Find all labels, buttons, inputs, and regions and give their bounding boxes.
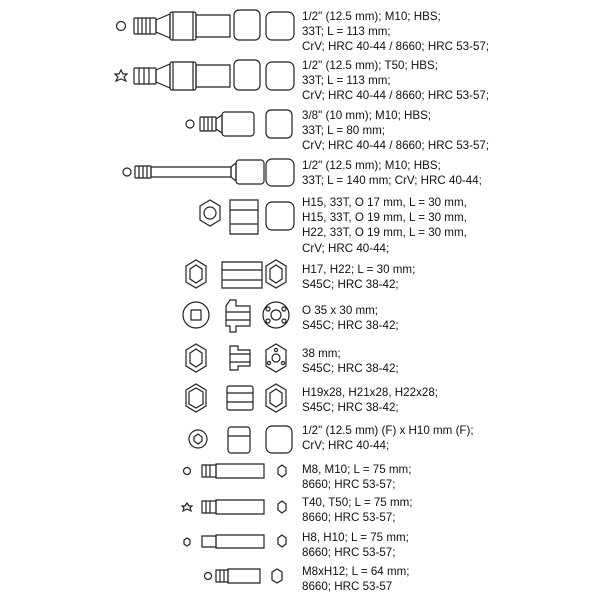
- spec-line: H22, 33T, O 19 mm, L = 30 mm,: [302, 226, 467, 240]
- spec-text: [302, 9, 592, 55]
- spec-line: CrV; HRC 40-44 / 8660; HRC 53-57;: [302, 89, 490, 103]
- catalog-row: [0, 340, 600, 380]
- spline-bit-socket-m10-long-icon: [110, 6, 300, 54]
- catalog-row: [0, 6, 600, 56]
- spec-text: [302, 262, 592, 292]
- catalog-row: [0, 194, 600, 258]
- spec-line: H19x28, H21x28, H22x28;: [302, 386, 438, 399]
- hex-bit-75mm-icon: [110, 532, 300, 562]
- catalog-row: [0, 422, 600, 462]
- round-pin-wrench-socket-icon: [110, 298, 300, 338]
- spec-line: S45C; HRC 38-42;: [302, 319, 399, 333]
- double-hex-socket-icon: [110, 258, 300, 296]
- spline-hex-bit-64mm-icon: [110, 564, 300, 598]
- spec-line: H15, 33T, O 17 mm, L = 30 mm,: [302, 196, 467, 209]
- spec-line: S45C; HRC 38-42;: [302, 401, 399, 415]
- spec-line: CrV; HRC 40-44 / 8660; HRC 53-57;: [302, 40, 490, 54]
- spec-line: 33T; L = 80 mm;: [302, 124, 386, 138]
- catalog-row: [0, 56, 600, 106]
- spec-text: [302, 158, 592, 188]
- torx-bit-socket-t50-icon: [110, 56, 300, 104]
- spec-line: T40, T50; L = 75 mm;: [302, 496, 413, 509]
- spec-text: [302, 385, 592, 415]
- spec-text: [302, 58, 592, 104]
- spec-line: 3/8" (10 mm); M10; HBS;: [302, 109, 432, 122]
- catalog-row: [0, 258, 600, 298]
- spec-text: [302, 564, 592, 594]
- spline-bit-socket-3-8-icon: [110, 106, 300, 154]
- catalog-row: [0, 106, 600, 156]
- spec-line: M8xH12; L = 64 mm;: [302, 565, 410, 578]
- spec-line: H8, H10; L = 75 mm;: [302, 531, 409, 544]
- spec-line: 1/2" (12.5 mm) (F) x H10 mm (F);: [302, 424, 474, 437]
- spec-line: S45C; HRC 38-42;: [302, 362, 399, 376]
- catalog-row: [0, 532, 600, 564]
- spec-line: S45C; HRC 38-42;: [302, 278, 399, 292]
- spec-line: 1/2" (12.5 mm); T50; HBS;: [302, 59, 438, 72]
- spec-line: 38 mm;: [302, 347, 341, 360]
- spec-text: [302, 495, 592, 525]
- spec-line: CrV; HRC 40-44;: [302, 439, 390, 453]
- spec-text: [302, 195, 592, 256]
- catalog-row: [0, 462, 600, 498]
- three-pin-socket-icon: [110, 340, 300, 378]
- spec-line: O 35 x 30 mm;: [302, 304, 379, 317]
- spec-line: 33T; L = 140 mm; CrV; HRC 40-44;: [302, 174, 482, 188]
- spec-line: H17, H22; L = 30 mm;: [302, 263, 416, 276]
- bit-holder-adapter-icon: [110, 422, 300, 460]
- spec-line: 33T; L = 113 mm;: [302, 25, 391, 39]
- spec-line: 33T; L = 113 mm;: [302, 74, 391, 88]
- catalog-row: [0, 156, 600, 194]
- catalog-row: [0, 564, 600, 600]
- spec-line: 1/2" (12.5 mm); M10; HBS;: [302, 159, 441, 172]
- catalog-row: [0, 380, 600, 422]
- hex-step-socket-icon: [110, 380, 300, 420]
- catalog-row: [0, 298, 600, 340]
- spline-bit-socket-140mm-icon: [110, 156, 300, 192]
- spec-line: 8660; HRC 53-57: [302, 580, 393, 594]
- spec-text: [302, 346, 592, 376]
- spline-bit-75mm-icon: [110, 462, 300, 496]
- spec-text: [302, 530, 592, 560]
- spec-line: 8660; HRC 53-57;: [302, 478, 396, 492]
- spec-line: CrV; HRC 40-44;: [302, 241, 390, 255]
- spec-text: [302, 423, 592, 453]
- spec-line: M8, M10; L = 75 mm;: [302, 463, 412, 476]
- spec-line: 1/2" (12.5 mm); M10; HBS;: [302, 10, 441, 23]
- spec-line: CrV; HRC 40-44 / 8660; HRC 53-57;: [302, 139, 490, 153]
- spec-text: [302, 108, 592, 154]
- hex-nut-adapter-icon: [110, 194, 300, 256]
- catalog-row: [0, 498, 600, 532]
- spec-text: [302, 462, 592, 492]
- spec-line: 8660; HRC 53-57;: [302, 546, 396, 560]
- spec-line: 8660; HRC 53-57;: [302, 511, 396, 525]
- torx-bit-75mm-icon: [110, 498, 300, 530]
- spec-line: H15, 33T, O 19 mm, L = 30 mm,: [302, 211, 467, 225]
- spec-text: [302, 303, 592, 333]
